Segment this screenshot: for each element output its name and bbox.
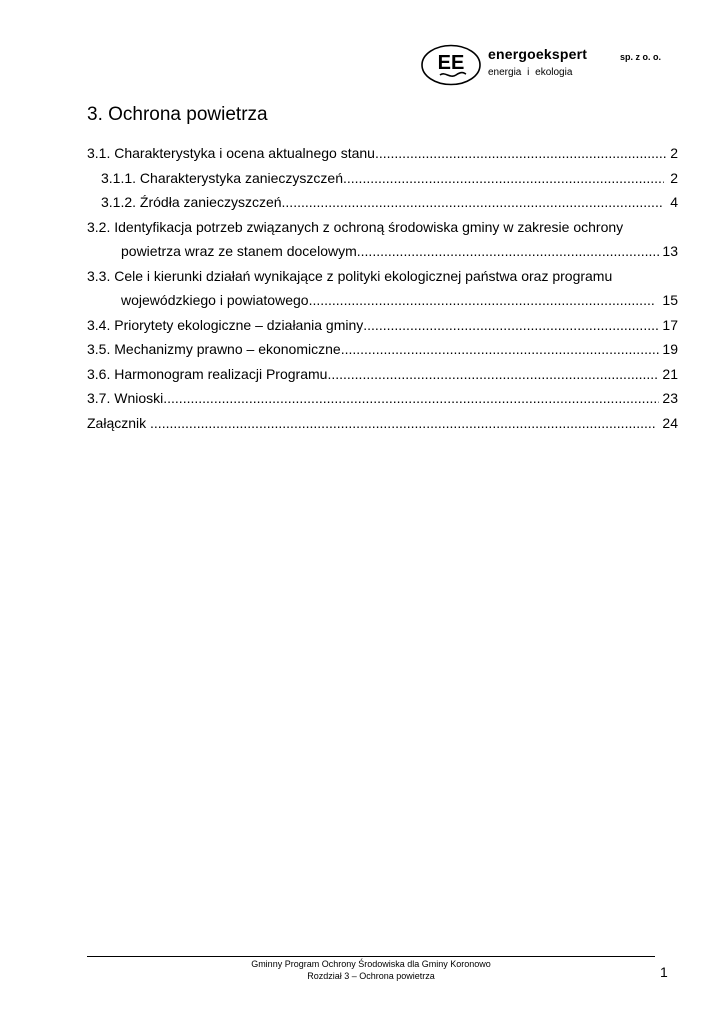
toc-entry-text: 3.1.2. Źródła zanieczyszczeń bbox=[101, 194, 282, 210]
toc-entry-page: 15 bbox=[662, 292, 678, 308]
energoekspert-logo bbox=[420, 44, 482, 86]
toc-entry-text: 3.5. Mechanizmy prawno – ekonomiczne bbox=[87, 341, 341, 357]
company-tagline: energia i ekologia bbox=[488, 67, 573, 78]
page-number: 1 bbox=[660, 964, 668, 980]
table-of-contents bbox=[87, 141, 678, 435]
page-footer bbox=[87, 959, 655, 982]
toc-entry[interactable] bbox=[87, 190, 678, 215]
toc-entry-text: 3.6. Harmonogram realizacji Programu bbox=[87, 365, 328, 382]
company-suffix: sp. z o. o. bbox=[620, 52, 662, 62]
toc-entry[interactable] bbox=[87, 411, 678, 436]
footer-chapter-title: Rozdział 3 – Ochrona powietrza bbox=[307, 970, 435, 981]
toc-entry-page: 24 bbox=[662, 414, 678, 431]
toc-entry[interactable] bbox=[87, 264, 678, 289]
toc-entry-page: 2 bbox=[670, 145, 678, 161]
toc-entry-page: 21 bbox=[662, 365, 678, 382]
toc-entry[interactable] bbox=[87, 313, 678, 338]
toc-entry-text: 3.3. Cele i kierunki działań wynikające z polityki ekologicznej państwa oraz programu bbox=[87, 267, 613, 284]
toc-entry-text: Załącznik bbox=[87, 414, 151, 431]
toc-entry-page: 19 bbox=[662, 341, 678, 357]
svg-text:EE: EE bbox=[437, 52, 465, 74]
footer-divider bbox=[87, 956, 655, 957]
toc-entry-text: wojewódzkiego i powiatowego bbox=[121, 292, 309, 308]
toc-entry[interactable] bbox=[87, 337, 678, 362]
toc-entry[interactable] bbox=[87, 141, 678, 166]
toc-entry-page: 23 bbox=[662, 390, 678, 406]
toc-entry[interactable] bbox=[87, 215, 678, 240]
footer-document-title: Gminny Program Ochrony Środowiska dla Gminy Koronowo bbox=[251, 959, 491, 969]
toc-entry-text: 3.7. Wnioski bbox=[87, 390, 164, 406]
toc-entry-continuation[interactable] bbox=[87, 288, 678, 313]
toc-entry[interactable] bbox=[87, 362, 678, 387]
toc-entry[interactable] bbox=[87, 166, 678, 191]
toc-entry-continuation[interactable] bbox=[87, 239, 678, 264]
toc-entry-page: 13 bbox=[662, 243, 678, 259]
toc-entry-page: 4 bbox=[670, 194, 678, 210]
company-name: energoekspert bbox=[488, 46, 588, 62]
page-title: 3. Ochrona powietrza bbox=[87, 104, 268, 125]
toc-entry-text: 3.4. Priorytety ekologiczne – działania gminy bbox=[87, 316, 364, 333]
toc-entry[interactable] bbox=[87, 386, 678, 411]
toc-entry-text: 3.1.1. Charakterystyka zanieczyszczeń bbox=[101, 169, 343, 186]
toc-entry-text: 3.2. Identyfikacja potrzeb związanych z ochroną środowiska gminy w zakresie ochrony bbox=[87, 218, 624, 235]
toc-entry-page: 2 bbox=[670, 169, 678, 186]
toc-entry-text: 3.1. Charakterystyka i ocena aktualnego stanu bbox=[87, 145, 375, 161]
company-header bbox=[420, 44, 680, 88]
toc-entry-page: 17 bbox=[662, 316, 678, 333]
toc-entry-text: powietrza wraz ze stanem docelowym bbox=[121, 243, 357, 259]
